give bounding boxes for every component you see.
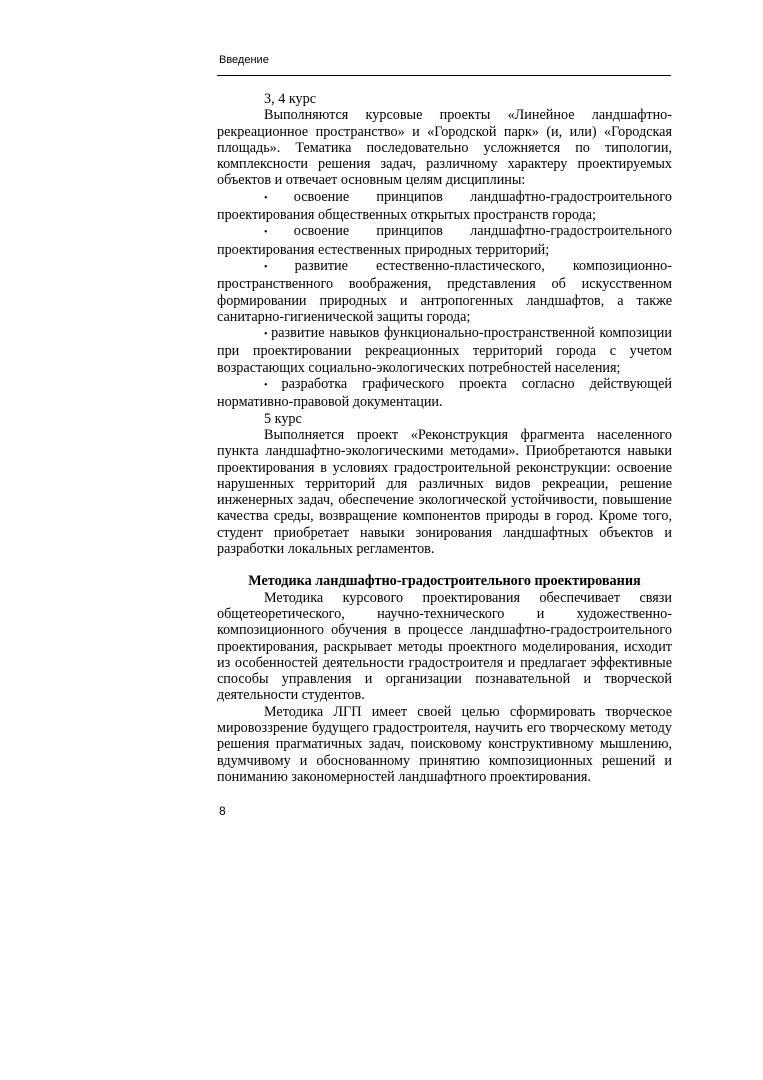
course-label-3-4: 3, 4 курс bbox=[264, 91, 317, 107]
course-label-5: 5 курс bbox=[264, 410, 302, 427]
paragraph-course-5: Выполняется проект «Реконструкция фрагмента населенного пункта ландшафтно-экологическими методами». Приобретаются навыки проектирования в условиях градостроительной реконструкции: освоение нарушенных территорий для различных видов рекреации, решение инженерных задач, обеспечение экологической устойчивости, повышение качества среды, возвращение компонентов природы в город. Кроме того, студент приобретает навыки зонирования ландшафтных объектов и разработки локальных регламентов. bbox=[217, 426, 672, 558]
bullet-item-5: • разработка графического проекта согласно действующей нормативно-правовой документации. bbox=[217, 376, 672, 411]
bullet-item-1: • освоение принципов ландшафтно-градостроительного проектирования общественных открытых пространств города; bbox=[217, 189, 672, 224]
running-header: Введение bbox=[219, 54, 269, 66]
page-number: 8 bbox=[219, 804, 226, 818]
header-rule bbox=[217, 75, 671, 76]
paragraph-methodology-1: Методика курсового проектирования обеспечивает связи общетеоретического, научно-технического и художественно-композиционного обучения в процессе ландшафтно-градостроительного проектирования, раскрывает методы проектного моделирования, исходит из особенностей деятельности градостроителя и предлагает эффективные способы управления и организации познавательной и творческой деятельности студентов. bbox=[217, 589, 672, 704]
body-text bbox=[217, 91, 672, 785]
paragraph-methodology-2: Методика ЛГП имеет своей целью сформировать творческое мировоззрение будущего градостроителя, научить его творческому методу решения прагматичных задач, поисковому конструктивному мышлению, вдумчивому и обоснованному принятию композиционных решений и пониманию закономерностей ландшафтного проектирования. bbox=[217, 703, 672, 785]
bullet-item-2: • освоение принципов ландшафтно-градостроительного проектирования естественных природных территорий; bbox=[217, 223, 672, 258]
bullet-item-3: • развитие естественно-пластического, композиционно-пространственного воображения, представления об искусственном формировании природных и антропогенных ландшафтов, а также санитарно-гигиенической защиты города; bbox=[217, 258, 672, 325]
section-heading: Методика ландшафтно-градостроительного проектирования bbox=[248, 573, 641, 590]
paragraph-courses-3-4: Выполняются курсовые проекты «Линейное ландшафтно-рекреационное пространство» и «Городской парк» (и, или) «Городская площадь». Тематика последовательно усложняется по типологии, комплексности решения задач, различному характеру проектируемых объектов и отвечает основным целям дисциплины: bbox=[217, 107, 672, 189]
bullet-item-4: • развитие навыков функционально-пространственной композиции при проектировании рекреационных территорий города с учетом возрастающих социально-экологических потребностей населения; bbox=[217, 325, 672, 376]
